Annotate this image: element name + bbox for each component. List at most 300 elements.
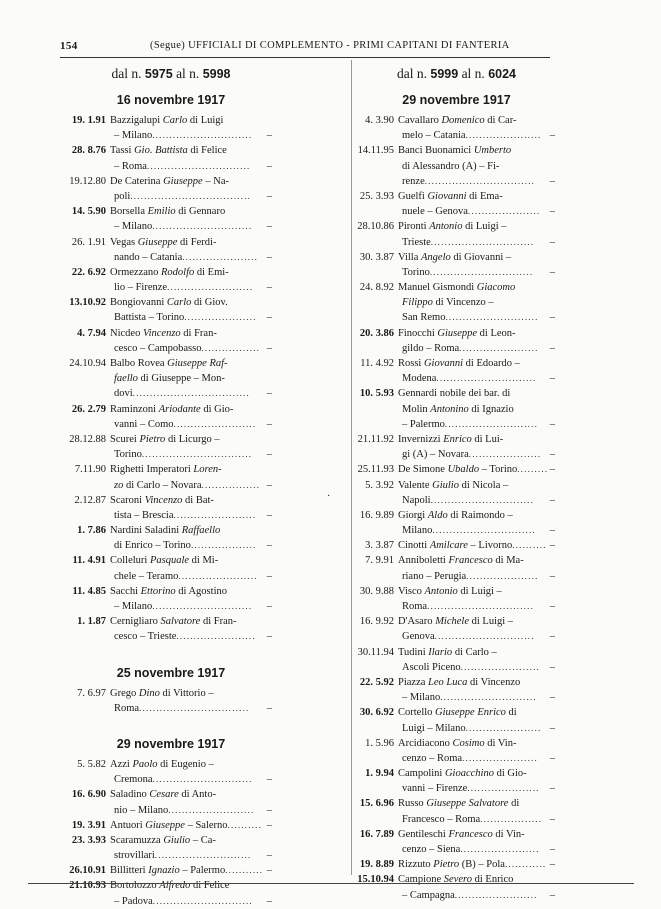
entry-date: 19. 3.91: [71, 819, 106, 831]
entry-line: [66, 326, 276, 341]
entry-line: [354, 143, 559, 158]
list-item: [354, 614, 559, 644]
name-italic: Giuseppe: [437, 327, 478, 339]
text-segment: – Milano: [402, 692, 441, 704]
dot-leader: .....................: [466, 570, 539, 581]
entry-text: [398, 358, 520, 369]
text-segment: di Luigi: [187, 115, 224, 126]
text-segment: Piazza: [398, 676, 429, 688]
text-segment: di Leon-: [477, 327, 516, 339]
entry-date: 16. 6.90: [71, 789, 106, 801]
text-segment: Milano: [402, 525, 433, 537]
dot-leader: .............................: [434, 631, 535, 642]
name-italic: Angelo: [421, 251, 451, 263]
entry-text: [402, 723, 466, 734]
entry-text: [402, 206, 468, 217]
text-segment: Tudini: [398, 646, 429, 658]
entry-line: [354, 690, 559, 705]
entry-line: [66, 295, 276, 310]
list-item: [66, 462, 276, 492]
list-item: [354, 113, 559, 143]
entry-line: [354, 356, 559, 371]
list-item: [66, 493, 276, 523]
text-segment: di Vin-: [484, 737, 517, 749]
name-italic: Umberto: [473, 145, 512, 157]
entry-date: 25.11.93: [357, 464, 394, 476]
end-dash: –: [549, 601, 555, 612]
text-segment: Guelfi: [398, 190, 428, 202]
range-prefix: dal n.: [111, 66, 142, 81]
end-dash: –: [266, 251, 272, 263]
list-item: [66, 235, 276, 265]
entry-line: [66, 341, 276, 356]
entry-line: [66, 265, 276, 280]
end-dash: –: [549, 175, 555, 187]
text-segment: Anniboletti: [398, 555, 449, 567]
text-segment: di Gennaro: [175, 206, 226, 218]
entry-text: [402, 449, 469, 460]
entry-line: [354, 189, 559, 204]
name-italic: Vincenzo: [142, 327, 181, 339]
text-segment: vanni – Firenze: [402, 783, 468, 795]
entry-date: 10. 5.93: [359, 388, 394, 400]
list-item: [354, 553, 559, 583]
entry-text: [402, 844, 460, 855]
end-dash: –: [266, 221, 272, 233]
entry-text: [398, 510, 513, 521]
end-dash: –: [549, 889, 555, 901]
entry-date: 28.10.86: [357, 221, 394, 233]
end-dash: –: [549, 783, 555, 795]
text-segment: Colleluri: [110, 555, 150, 567]
entry-date: 30. 3.87: [359, 251, 394, 263]
entry-line: [354, 159, 559, 174]
end-dash: –: [266, 774, 272, 786]
text-segment: di Vincenzo –: [432, 297, 494, 309]
entry-line: [66, 818, 276, 833]
text-segment: strovillari: [114, 850, 155, 862]
section-date: 25 novembre 1917: [116, 665, 226, 680]
text-segment: Campione: [398, 874, 444, 886]
entry-line: [354, 462, 559, 477]
name-italic: Enrico: [443, 433, 472, 445]
text-segment: gildo – Roma: [402, 342, 460, 354]
entry-line: [354, 751, 559, 766]
entry-text: [402, 692, 440, 703]
name-italic: Aldo: [427, 509, 448, 521]
entry-line: [354, 371, 559, 386]
text-segment: Russo: [398, 798, 427, 810]
entry-line: [354, 599, 559, 614]
entry-text: [114, 510, 173, 521]
list-item: [354, 872, 559, 902]
entry-line: [354, 250, 559, 265]
text-segment: di Giovanni –: [450, 251, 512, 263]
entry-text: [402, 267, 430, 278]
entry-line: [354, 235, 559, 250]
text-segment: di Felice: [187, 145, 227, 157]
entry-line: [66, 235, 276, 250]
entry-text: [402, 890, 455, 901]
end-dash: –: [549, 236, 555, 248]
list-item: [66, 204, 276, 234]
text-segment: di Felice: [190, 880, 230, 892]
entry-date: 19. 1.91: [71, 115, 106, 126]
entry-date: 1. 9.94: [365, 768, 394, 780]
entry-text: [110, 358, 228, 369]
text-segment: lio – Firenze: [114, 282, 168, 294]
entry-text: [114, 282, 167, 293]
name-italic: Cesare: [149, 789, 179, 801]
list-item: [354, 280, 559, 326]
entry-text: [110, 586, 227, 597]
end-dash: –: [266, 509, 272, 521]
end-dash: –: [549, 342, 555, 354]
entry-text: [402, 130, 466, 141]
entry-text: [398, 328, 516, 339]
entry-date: 1. 1.87: [77, 616, 106, 628]
entry-text: [110, 206, 225, 217]
name-italic: Pasquale: [149, 555, 190, 567]
text-segment: Righetti Imperatori: [110, 464, 194, 476]
entry-date: 7. 9.91: [365, 555, 394, 567]
entry-line: [354, 721, 559, 736]
entry-text: [398, 647, 497, 658]
entry-line: [354, 113, 559, 128]
entry-date: 30. 6.92: [359, 707, 394, 719]
text-segment: – Milano: [114, 130, 153, 142]
text-segment: cenzo – Roma: [402, 752, 463, 764]
entry-date: 19.12.80: [69, 175, 106, 187]
number-range: [354, 61, 559, 87]
entry-date: 11. 4.85: [72, 585, 106, 597]
text-segment: di Carlo –: [452, 646, 497, 658]
text-segment: di Raimondo –: [447, 509, 513, 521]
text-segment: Antuori: [110, 819, 146, 831]
entry-date: 24.10.94: [69, 358, 106, 369]
text-segment: di Ma-: [492, 555, 524, 567]
entry-text: [402, 753, 462, 764]
text-segment: di Edoardo –: [463, 358, 520, 369]
end-dash: –: [266, 130, 272, 142]
name-italic: Rodolfo: [161, 266, 195, 278]
name-italic: Francesco: [448, 828, 493, 840]
entry-date: 22. 6.92: [71, 266, 106, 278]
end-dash: –: [549, 418, 555, 430]
end-dash: –: [549, 464, 555, 476]
name-italic: Giulio: [163, 834, 191, 846]
section-date: 16 novembre 1917: [116, 93, 226, 107]
text-segment: Roma: [402, 601, 428, 612]
dot-leader: ..............................: [432, 525, 536, 536]
entry-line: [354, 736, 559, 751]
dot-leader: ......................: [182, 251, 259, 262]
entry-text: [114, 130, 152, 141]
entry-line: [66, 523, 276, 538]
entry-line: [66, 478, 276, 493]
entry-text: [110, 115, 223, 126]
list-item: [66, 295, 276, 325]
end-dash: –: [266, 819, 272, 831]
text-segment: Ascoli Piceno: [402, 661, 461, 673]
text-segment: cesco – Campobasso: [114, 342, 202, 354]
name-italic: Salvatore: [160, 616, 201, 628]
entry-line: [354, 386, 559, 401]
list-item: [66, 523, 276, 553]
text-segment: di: [508, 798, 520, 810]
entry-text: [398, 464, 517, 475]
entry-line: [354, 523, 559, 538]
dot-leader: .......................: [176, 631, 256, 642]
text-segment: Molin: [402, 403, 431, 415]
text-segment: nuele – Genova: [402, 206, 468, 218]
entry-text: [402, 297, 494, 308]
text-segment: Gentileschi: [398, 828, 449, 840]
name-italic: faello: [114, 373, 138, 385]
name-italic: Giuseppe Raf-: [167, 358, 228, 369]
entry-line: [66, 878, 276, 893]
dot-leader: ..............................: [430, 494, 535, 505]
list-item: [66, 265, 276, 295]
list-item: [354, 675, 559, 705]
name-italic: Giuseppe: [137, 236, 178, 248]
text-segment: San Remo: [402, 312, 446, 324]
text-segment: Cinotti: [398, 540, 430, 552]
entry-text: [398, 707, 517, 718]
entry-text: [114, 312, 184, 323]
name-italic: Cosimo: [452, 737, 485, 749]
entry-text: [398, 191, 503, 202]
text-segment: Banci Buonamici: [398, 145, 474, 157]
text-segment: Billitteri: [110, 865, 149, 877]
dot-leader: .....................: [467, 783, 540, 794]
text-segment: di Emi-: [194, 266, 229, 278]
entry-text: [114, 388, 133, 399]
entry-line: [354, 417, 559, 432]
text-segment: Tassi: [110, 145, 135, 157]
name-italic: Alfredo: [159, 880, 191, 892]
text-segment: (B) – Pola: [459, 859, 505, 871]
dot-leader: ......................: [465, 130, 542, 141]
text-segment: di Car-: [484, 115, 517, 126]
range-to: 5998: [202, 67, 231, 81]
entry-line: [354, 326, 559, 341]
entry-text: [402, 571, 466, 582]
text-segment: Manuel Gismondi: [398, 282, 477, 294]
entry-text: [398, 282, 515, 293]
entry-date: 21.11.92: [357, 433, 394, 445]
entry-line: [354, 402, 559, 417]
text-segment: di Fran-: [180, 327, 217, 339]
entry-line: [354, 265, 559, 280]
entry-text: [110, 297, 228, 308]
entry-line: [354, 569, 559, 584]
text-segment: di Fran-: [200, 616, 237, 628]
end-dash: –: [266, 570, 272, 582]
end-dash: –: [266, 631, 272, 643]
entry-line: [354, 629, 559, 644]
text-segment: di: [505, 707, 517, 719]
right-sections: [354, 87, 559, 903]
entry-line: [66, 310, 276, 325]
entry-line: [66, 787, 276, 802]
text-segment: Azzi: [110, 758, 133, 770]
text-segment: Saladino: [110, 789, 150, 801]
entry-date: 28.12.88: [69, 433, 106, 445]
text-segment: di Luigi –: [469, 616, 514, 628]
text-segment: di Carlo – Novara: [123, 479, 202, 491]
list-item: [354, 478, 559, 508]
dot-leader: .............................: [152, 895, 253, 906]
entry-text: [110, 176, 229, 187]
text-segment: Balbo Rovea: [110, 358, 168, 369]
text-segment: Visco: [398, 585, 425, 597]
entry-date: 15. 6.96: [359, 798, 394, 810]
dot-leader: .............................: [152, 130, 253, 141]
entry-text: [110, 759, 214, 770]
name-italic: Dino: [138, 687, 160, 699]
text-segment: D'Asaro: [398, 616, 436, 628]
text-segment: Cernigliaro: [110, 616, 161, 628]
text-segment: vanni – Como: [114, 418, 174, 430]
entry-date: 11. 4.91: [72, 555, 106, 567]
dot-leader: .............................: [152, 221, 253, 232]
end-dash: –: [266, 702, 272, 714]
end-dash: –: [549, 373, 555, 385]
entry-line: [354, 204, 559, 219]
end-dash: –: [549, 844, 555, 855]
end-dash: –: [549, 266, 555, 278]
end-dash: –: [266, 850, 272, 862]
text-segment: Scurei: [110, 433, 140, 445]
entry-line: [354, 857, 559, 872]
text-segment: di Agostino: [175, 585, 227, 597]
entry-text: [110, 267, 229, 278]
text-segment: di Ferdi-: [177, 236, 217, 248]
list-item: [354, 705, 559, 735]
entry-text: [110, 328, 217, 339]
dot-leader: ..........: [227, 819, 263, 830]
text-segment: Valente: [398, 479, 433, 491]
text-segment: Scaroni: [110, 494, 145, 506]
entry-line: [354, 295, 559, 310]
list-item: [354, 326, 559, 356]
entry-text: [114, 191, 130, 202]
name-italic: Carlo: [162, 115, 188, 126]
list-item: [354, 462, 559, 477]
name-italic: Leo Luca: [428, 676, 468, 688]
entry-text: [398, 252, 511, 263]
entry-date: 7.11.90: [74, 464, 106, 476]
name-italic: Paolo: [132, 758, 158, 770]
entry-line: [66, 447, 276, 462]
name-italic: Severo: [443, 874, 472, 886]
text-segment: Modena: [402, 373, 437, 385]
print-speck: ·: [327, 491, 331, 502]
entry-line: [66, 538, 276, 553]
list-item: [66, 833, 276, 863]
text-segment: – Palermo: [402, 418, 445, 430]
entry-text: [402, 237, 431, 248]
text-segment: – Roma: [114, 160, 147, 172]
list-item: [354, 584, 559, 614]
entry-line: [354, 781, 559, 796]
end-dash: –: [549, 859, 555, 871]
entry-line: [354, 432, 559, 447]
text-segment: – Ca-: [190, 834, 216, 846]
entry-text: [110, 237, 216, 248]
name-italic: Filippo: [402, 297, 433, 309]
text-segment: cesco – Trieste: [114, 631, 177, 643]
entry-text: [110, 525, 220, 536]
entry-text: [402, 662, 461, 673]
dot-leader: ..............................: [429, 266, 534, 277]
list-item: [354, 538, 559, 553]
text-segment: – Torino: [479, 464, 518, 476]
text-segment: Bongiovanni: [110, 297, 167, 309]
entry-date: 30.11.94: [357, 646, 394, 658]
entry-line: [66, 432, 276, 447]
entry-date: 30. 9.88: [359, 585, 394, 597]
list-item: [354, 857, 559, 872]
name-italic: Giovanni: [423, 358, 464, 369]
entry-line: [66, 848, 276, 863]
name-italic: Giuseppe Salvatore: [426, 798, 509, 810]
end-dash: –: [549, 525, 555, 537]
end-dash: –: [549, 661, 555, 673]
entry-date: 5. 3.92: [365, 479, 394, 491]
text-segment: di Giuseppe – Mon-: [137, 373, 225, 385]
name-italic: Giulio: [432, 479, 459, 491]
entry-date: 16. 7.89: [359, 828, 394, 840]
entry-line: [66, 113, 276, 128]
entry-line: [66, 894, 276, 909]
entry-line: [66, 204, 276, 219]
text-segment: di Bat-: [182, 494, 214, 506]
text-segment: di Enrico: [471, 874, 514, 886]
entry-line: [354, 174, 559, 189]
entry-date: 15.10.94: [357, 874, 394, 886]
entry-date: 20. 3.86: [359, 327, 394, 339]
text-segment: melo – Catania: [402, 130, 466, 142]
end-dash: –: [266, 312, 272, 324]
end-dash: –: [549, 722, 555, 734]
entry-line: [354, 538, 559, 553]
text-segment: – Salerno: [184, 819, 228, 831]
text-segment: – Livorno: [467, 540, 513, 552]
dot-leader: .......................: [460, 661, 540, 672]
text-segment: di Ema-: [466, 190, 503, 202]
name-italic: Ignazio: [148, 865, 180, 877]
name-italic: Antonino: [430, 403, 469, 415]
text-segment: dovi: [114, 388, 133, 400]
dot-leader: ................................: [139, 702, 250, 713]
entry-line: [354, 796, 559, 811]
dot-leader: .............................: [152, 774, 253, 785]
entry-line: [354, 660, 559, 675]
end-dash: –: [266, 804, 272, 816]
entry-line: [66, 833, 276, 848]
dot-leader: ..............................: [146, 160, 251, 171]
range-from: 5975: [144, 67, 173, 81]
text-segment: Cremona: [114, 774, 153, 786]
text-segment: di Anto-: [178, 789, 217, 801]
text-segment: Trieste: [402, 236, 431, 248]
entry-line: [66, 250, 276, 265]
end-dash: –: [549, 540, 555, 552]
list-item: [66, 113, 276, 143]
name-italic: Antonio: [429, 221, 463, 233]
